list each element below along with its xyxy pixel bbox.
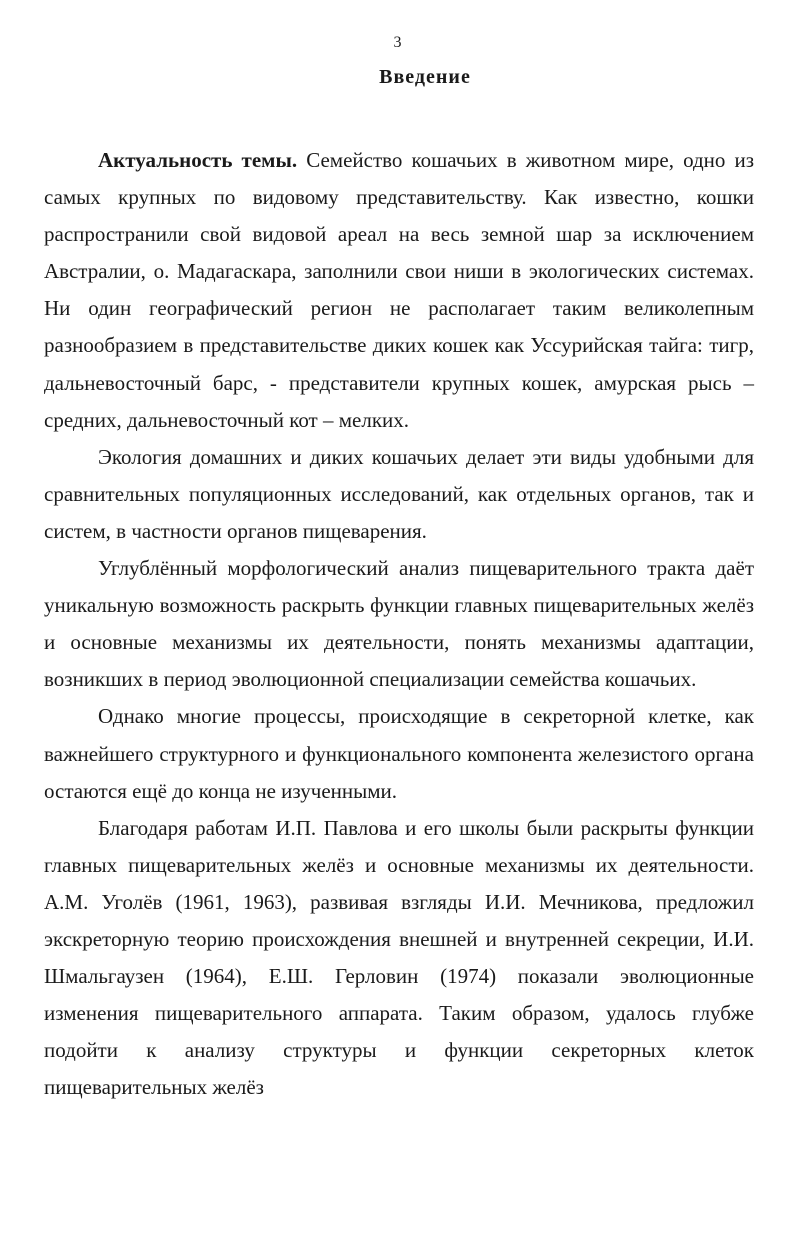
paragraph-secretory-cell: Однако многие процессы, происходящие в секреторной клетке, как важнейшего структурного и функционального компонента железистого органа остаются ещё до конца не изученными. xyxy=(44,704,754,803)
paragraph-text: Семейство кошачьих в животном мире, одно из самых крупных по видовому представительству. Как известно, кошки распространили свой видовой ареал на весь земной шар за исключением Австралии, о. Мадагаскара, заполнили свои ниши в экологических системах. Ни один географический регион не располагает таким великолепным разнообразием в представительстве диких кошек как Уссурийская тайга: тигр, дальневосточный барс, - представители крупных кошек, амурская рысь – средних, дальневосточный кот – мелких. xyxy=(44,148,755,432)
section-title: Введение xyxy=(379,66,471,88)
paragraph-lead: Актуальность темы. xyxy=(98,148,298,172)
document-body xyxy=(44,142,754,1106)
paragraph-ecology: Экология домашних и диких кошачьих делает эти виды удобными для сравнительных популяционных исследований, как отдельных органов, так и систем, в частности органов пищеварения. xyxy=(44,444,754,543)
paragraph-morphology: Углублённый морфологический анализ пищеварительного тракта даёт уникальную возможность раскрыть функции главных пищеварительных желёз и основные механизмы их деятельности, понять механизмы адаптации, возникших в период эволюционной специализации семейства кошачьих. xyxy=(44,556,754,692)
paragraph-history: Благодаря работам И.П. Павлова и его школы были раскрыты функции главных пищеварительных желёз и основные механизмы их деятельности. А.М. Уголёв (1961, 1963), развивая взгляды И.И. Мечникова, предложил экскреторную теорию происхождения внешней и внутренней секреции, И.И. Шмальгаузен (1964), Е.Ш. Герловин (1974) показали эволюционные изменения пищеварительного аппарата. Таким образом, удалось глубже подойти к анализу структуры и функции секреторных клеток пищеварительных желёз xyxy=(44,815,754,1100)
page-number: 3 xyxy=(393,34,402,51)
paragraph-relevance xyxy=(44,142,754,439)
